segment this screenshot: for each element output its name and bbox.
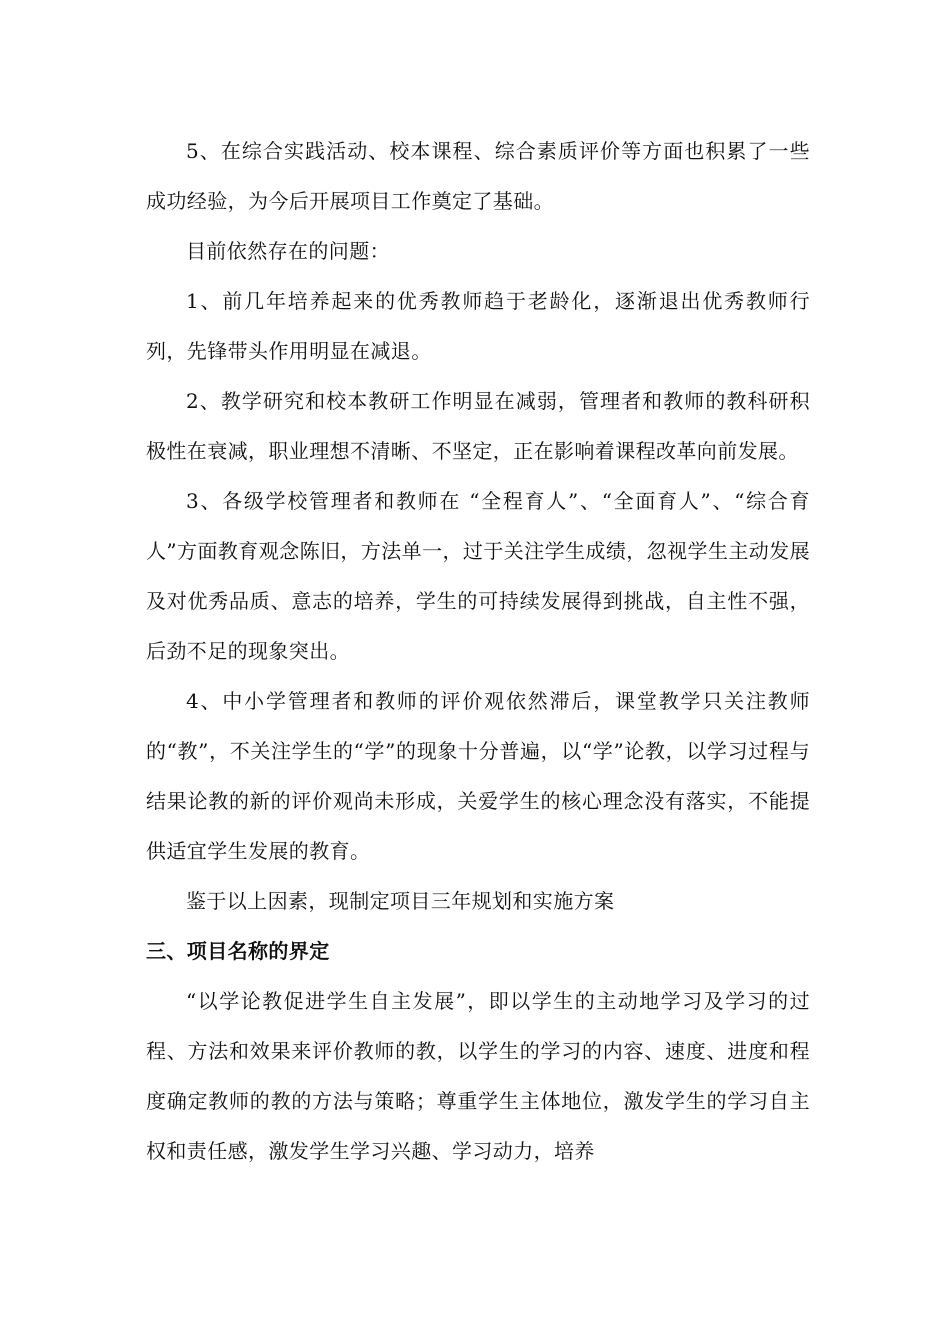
document-body [146,126,810,1176]
paragraph-problem-2: 2、教学研究和校本教研工作明显在减弱，管理者和教师的教科研积极性在衰减，职业理想不清晰、不坚定，正在影响着课程改革向前发展。 [146,389,810,463]
paragraph-problem-1: 1、前几年培养起来的优秀教师趋于老龄化，逐渐退出优秀教师行列，先锋带头作用明显在减退。 [146,289,810,363]
section-heading: 三、项目名称的界定 [146,939,330,963]
paragraph-problem-4: 4、中小学管理者和教师的评价观依然滞后，课堂教学只关注教师的“教”，不关注学生的“学”的现象十分普遍，以“学”论教，以学习过程与结果论教的新的评价观尚未形成，关爱学生的核心理念没有落实，不能提供适宜学生发展的教育。 [146,689,810,863]
paragraph-item-5-experience: 5、在综合实践活动、校本课程、综合素质评价等方面也积累了一些成功经验，为今后开展项目工作奠定了基础。 [146,139,810,213]
paragraph-problems-intro: 目前依然存在的问题： [186,239,390,263]
paragraph-problem-3: 3、各级学校管理者和教师在 “全程育人”、“全面育人”、“综合育人”方面教育观念陈旧，方法单一，过于关注学生成绩，忽视学生主动发展及对优秀品质、意志的培养，学生的可持续发展得到挑战，自主性不强，后劲不足的现象突出。 [146,489,810,663]
paragraph-conclusion: 鉴于以上因素，现制定项目三年规划和实施方案 [186,889,615,913]
paragraph-definition: “以学论教促进学生自主发展”，即以学生的主动地学习及学习的过程、方法和效果来评价教师的教，以学生的学习的内容、速度、进度和程度确定教师的教的方法与策略；尊重学生主体地位，激发学生的学习自主权和责任感，激发学生学习兴趣、学习动力，培养 [146,989,810,1163]
